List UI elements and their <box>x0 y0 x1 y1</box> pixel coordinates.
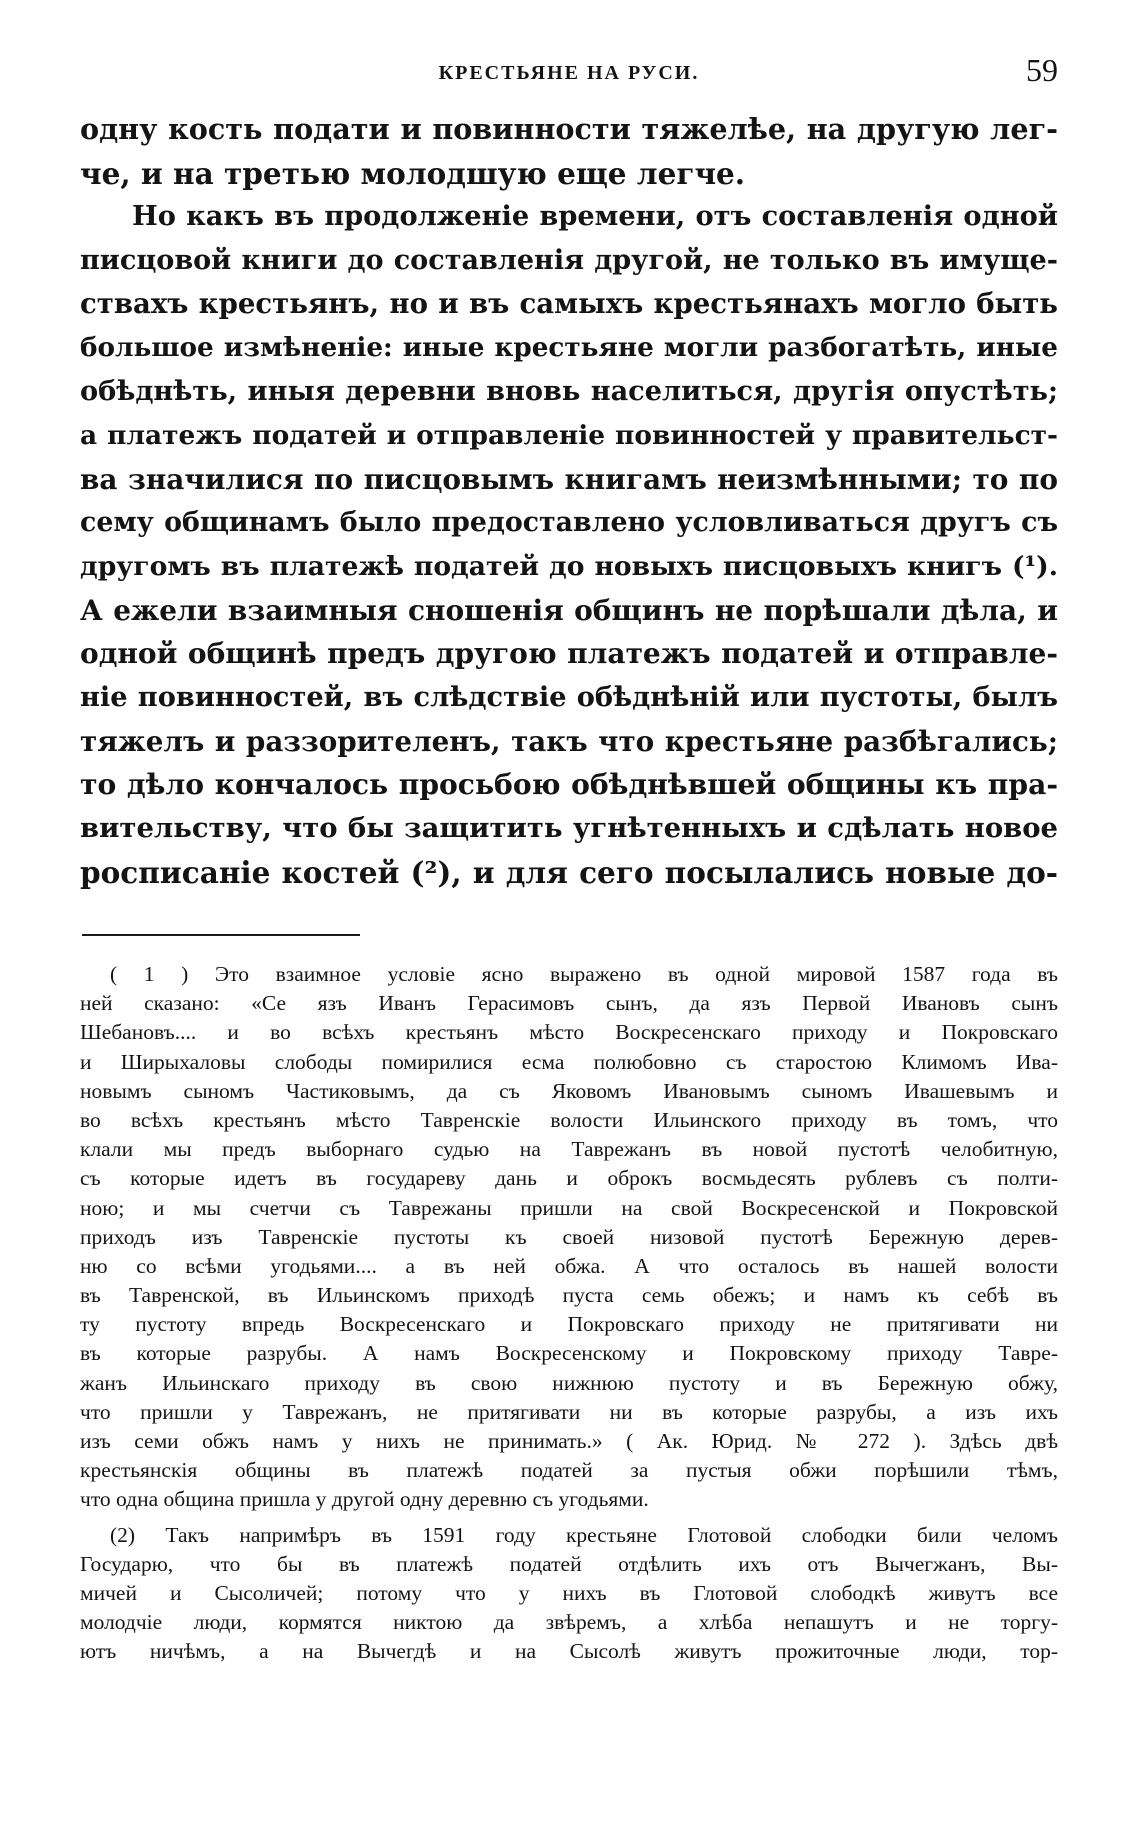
footnote-line: ною; и мы счетчи съ Таврежаны пришли на свой Воскресенской и Покровской <box>80 1195 1058 1220</box>
text-line: вительству, что бы защитить угнѣтенныхъ и сдѣлать новое <box>80 812 1058 844</box>
text-line: то дѣло кончалось просьбою обѣднѣвшей общины къ пра- <box>80 768 1058 802</box>
main-text <box>80 108 1058 894</box>
footnote-line: клали мы предъ выборнаго судью на Таврежанъ въ новой пустотѣ челобитную, <box>80 1137 1058 1162</box>
footnote-line: ню со всѣми угодьями.... а въ ней обжа. А что осталось въ нашей волости <box>80 1253 1058 1278</box>
text-line: сему общинамъ было предоставлено условливаться другъ съ <box>80 507 1058 539</box>
footnote-line: приходъ изъ Тавренскіе пустоты къ своей низовой пустотѣ Бережную дерев- <box>80 1224 1058 1249</box>
footnote-line: что пришли у Таврежанъ, не притягивати ни въ которые разрубы, а изъ ихъ <box>80 1399 1058 1424</box>
footnote-line: крестьянскія общины въ платежѣ податей за пустыя обжи порѣшили тѣмъ, <box>80 1458 1058 1483</box>
footnote-line: изъ семи обжъ намъ у нихъ не принимать.» ( Ак. Юрид. № 272 ). Здѣсь двѣ <box>80 1429 1058 1453</box>
footnote-line: Государю, что бы въ платежѣ податей отдѣлить ихъ отъ Вычегжанъ, Вы- <box>80 1551 1058 1576</box>
footnote-line: ту пустоту впредь Воскресенскаго и Покровскаго приходу не притягивати ни <box>80 1312 1058 1337</box>
footnote-line: Шебановъ.... и во всѣхъ крестьянъ мѣсто Воскресенскаго приходу и Покровскаго <box>80 1020 1058 1045</box>
footnote-line: ютъ ничѣмъ, а на Вычегдѣ и на Сысолѣ живутъ прожиточные люди, тор- <box>80 1639 1058 1664</box>
text-line: Но какъ въ продолженіе времени, отъ составленія одной <box>132 200 1058 233</box>
running-title: КРЕСТЬЯНЕ НА РУСИ. <box>438 62 700 84</box>
footnote-line: (2) Такъ напримѣръ въ 1591 году крестьяне Глотовой слободки били челомъ <box>110 1522 1058 1547</box>
text-line: ніе повинностей, въ слѣдствіе обѣднѣній или пустоты, былъ <box>80 680 1058 713</box>
footnote-line: во всѣхъ крестьянъ мѣсто Тавренскіе волости Ильинского приходу въ томъ, что <box>80 1107 1058 1132</box>
footnote-1 <box>80 960 1058 1515</box>
footnote-line: что одна община пришла у другой одну деревню съ угодьями. <box>80 1487 649 1512</box>
footnote-line: съ которые идетъ въ государеву дань и оброкъ восмьдесять рублевъ съ полти- <box>80 1166 1058 1191</box>
page-number: 59 <box>1026 52 1058 88</box>
text-line: ва значилися по писцовымъ книгамъ неизмѣнными; то по <box>80 462 1058 496</box>
text-line: обѣднѣть, иныя деревни вновь населиться, другія опустѣть; <box>80 375 1058 408</box>
text-line: че, и на третью молодшую еще легче. <box>80 155 746 191</box>
footnote-line: мичей и Сысоличей; потому что у нихъ въ Глотовой слободкѣ живутъ все <box>80 1580 1058 1605</box>
footnote-line: въ которые разрубы. А намъ Воскресенскому и Покровскому приходу Тавре- <box>80 1341 1058 1366</box>
text-line: писцовой книги до составленія другой, не только въ имуще- <box>80 245 1058 277</box>
footnote-line: новымъ сыномъ Частиковымъ, да съ Яковомъ Ивановымъ сыномъ Ивашевымъ и <box>80 1078 1058 1103</box>
text-line: росписаніе костей (²), и для сего посылались новые до- <box>80 854 1058 890</box>
text-line: ствахъ крестьянъ, но и въ самыхъ крестьянахъ могло быть <box>80 287 1058 320</box>
footnote-2 <box>80 1521 1058 1667</box>
running-header <box>80 52 1058 92</box>
footnote-line: ( 1 ) Это взаимное условіе ясно выражено въ одной мировой 1587 года въ <box>110 962 1058 986</box>
footnote-rule <box>82 934 360 936</box>
footnote-line: молодчіе люди, кормятся никтою да звѣремъ, а хлѣба непашутъ и не торгу- <box>80 1610 1058 1635</box>
text-line: другомъ въ платежѣ податей до новыхъ писцовыхъ книгъ (¹). <box>80 550 1058 582</box>
footnotes <box>80 960 1058 1667</box>
text-line: одну кость подати и повинности тяжелѣе, на другую лег- <box>80 112 1058 146</box>
text-line: большое измѣненіе: иные крестьяне могли разбогатѣть, иные <box>80 332 1058 364</box>
text-line: а платежъ податей и отправленіе повинностей у правительст- <box>80 419 1058 451</box>
footnote-line: въ Тавренской, въ Ильинскомъ приходѣ пуста семь обежъ; и намъ къ себѣ въ <box>80 1283 1058 1308</box>
footnote-line: ней сказано: «Се язъ Иванъ Герасимовъ сынъ, да язъ Первой Ивановъ сынъ <box>80 991 1058 1016</box>
footnote-line: и Ширыхаловы слободы помирилися есма полюбовно съ старостою Климомъ Ива- <box>80 1049 1058 1074</box>
text-line: одной общинѣ предъ другою платежъ податей и отправле- <box>80 637 1058 671</box>
text-line: тяжелъ и раззорителенъ, такъ что крестьяне разбѣгались; <box>80 724 1058 758</box>
footnote-line: жанъ Ильинскаго приходу въ свою нижнюю пустоту и въ Бережную обжу, <box>80 1370 1058 1395</box>
text-line: А ежели взаимныя сношенія общинъ не порѣшали дѣла, и <box>80 593 1058 627</box>
